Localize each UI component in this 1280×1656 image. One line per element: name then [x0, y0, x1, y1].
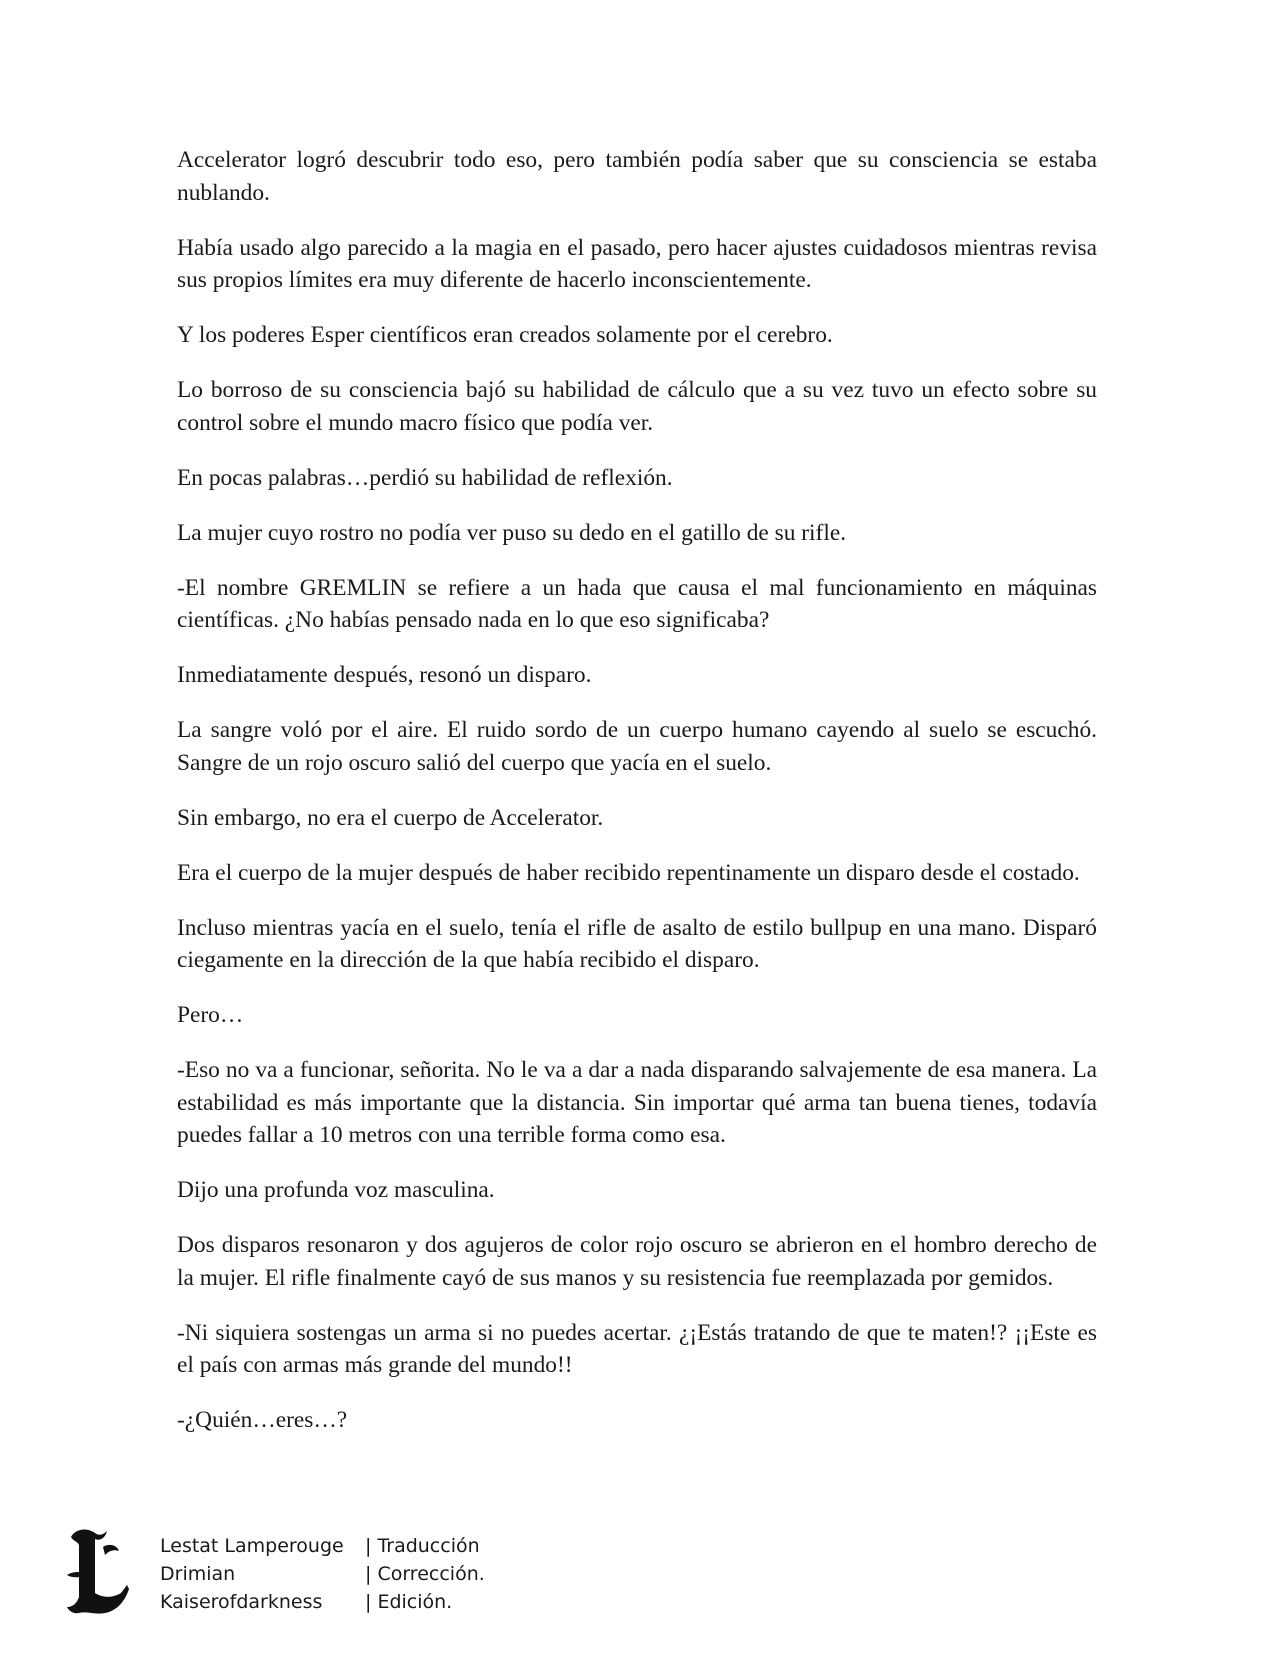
credit-role: | Corrección.	[365, 1563, 485, 1585]
paragraph: Lo borroso de su consciencia bajó su habilidad de cálculo que a su vez tuvo un efecto sobre su control sobre el mundo macro físico que podía ver.	[177, 377, 1097, 436]
credits-list	[160, 1532, 485, 1616]
paragraph: Sin embargo, no era el cuerpo de Accelerator.	[177, 804, 604, 831]
paragraph: La sangre voló por el aire. El ruido sordo de un cuerpo humano cayendo al suelo se escuchó. Sangre de un rojo oscuro salió del cuerpo que yacía en el suelo.	[177, 717, 1097, 776]
paragraph: Había usado algo parecido a la magia en el pasado, pero hacer ajustes cuidadosos mientras revisa sus propios límites era muy diferente de hacerlo inconscientemente.	[177, 234, 1097, 293]
paragraph: Incluso mientras yacía en el suelo, tenía el rifle de asalto de estilo bullpup en una mano. Disparó ciegamente en la dirección de la que había recibido el disparo.	[177, 914, 1097, 973]
paragraph: La mujer cuyo rostro no podía ver puso su dedo en el gatillo de su rifle.	[177, 519, 847, 546]
paragraph: Inmediatamente después, resonó un disparo.	[177, 662, 592, 688]
credit-name: Kaiserofdarkness	[160, 1591, 323, 1613]
paragraph: Era el cuerpo de la mujer después de haber recibido repentinamente un disparo desde el costado.	[177, 859, 1080, 886]
body-text	[177, 144, 1097, 1459]
paragraph: Pero…	[177, 1002, 244, 1028]
paragraph: En pocas palabras…perdió su habilidad de reflexión.	[177, 464, 673, 491]
credits-footer	[65, 1527, 565, 1627]
paragraph: -Eso no va a funcionar, señorita. No le va a dar a nada disparando salvajemente de esa manera. La estabilidad es más importante que la distancia. Sin importar qué arma tan buena tienes, todavía puedes fallar a 10 metros con una terrible forma como esa.	[177, 1057, 1097, 1148]
credit-role: | Traducción	[365, 1535, 480, 1557]
credit-row	[160, 1532, 485, 1560]
credit-row	[160, 1588, 485, 1616]
paragraph: -¿Quién…eres…?	[177, 1407, 348, 1433]
credit-name: Lestat Lamperouge	[160, 1535, 344, 1557]
credit-row	[160, 1560, 485, 1588]
paragraph: -Ni siquiera sostengas un arma si no puedes acertar. ¿¡Estás tratando de que te maten!? ¡¡Este es el país con armas más grande del mundo!!	[177, 1319, 1097, 1378]
paragraph: Y los poderes Esper científicos eran creados solamente por el cerebro.	[177, 322, 833, 348]
gothic-L-logo-icon	[65, 1527, 133, 1617]
paragraph: Dos disparos resonaron y dos agujeros de color rojo oscuro se abrieron en el hombro derecho de la mujer. El rifle finalmente cayó de sus manos y su resistencia fue reemplazada por gemidos.	[177, 1232, 1097, 1291]
paragraph: -El nombre GREMLIN se refiere a un hada que causa el mal funcionamiento en máquinas científicas. ¿No habías pensado nada en lo que eso significaba?	[177, 574, 1097, 633]
paragraph: Accelerator logró descubrir todo eso, pero también podía saber que su consciencia se estaba nublando.	[177, 147, 1097, 206]
paragraph: Dijo una profunda voz masculina.	[177, 1177, 495, 1203]
credit-name: Drimian	[160, 1563, 236, 1585]
credit-role: | Edición.	[365, 1591, 453, 1613]
